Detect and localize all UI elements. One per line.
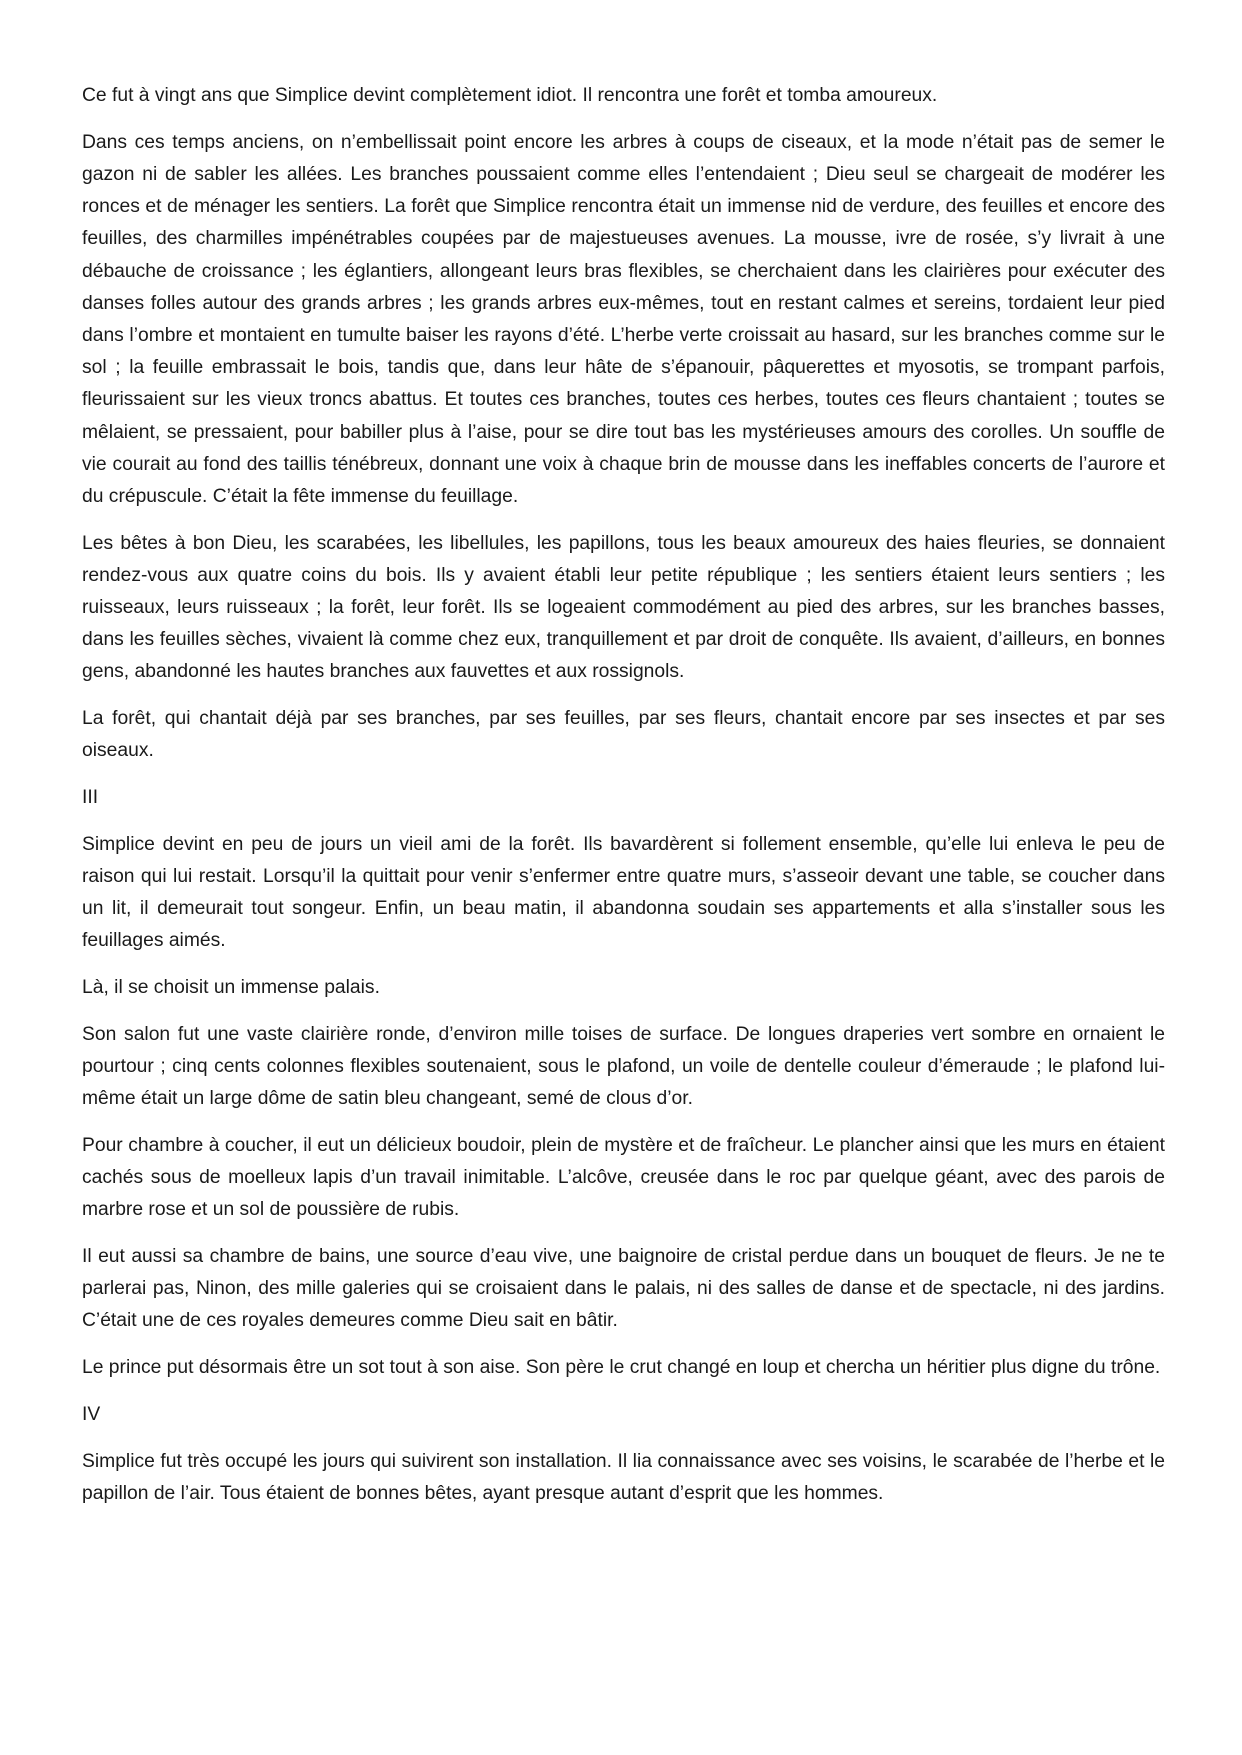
paragraph-5: Simplice devint en peu de jours un vieil ami de la forêt. Ils bavardèrent si follement ensemble, qu’elle lui enleva le peu de raison qui lui restait. Lorsqu’il la quittait pour venir s’enfermer entre quatre murs, s’asseoir devant une table, se coucher dans un lit, il demeurait tout songeur. Enfin, un beau matin, il abandonna soudain ses appartements et alla s’installer sous les feuillages aimés. (82, 833, 1165, 952)
paragraph-7: Son salon fut une vaste clairière ronde, d’environ mille toises de surface. De longues draperies vert sombre en ornaient le pourtour ; cinq cents colonnes flexibles soutenaient, sous le plafond, un voile de dentelle couleur d’émeraude ; le plafond lui-même était un large dôme de satin bleu changeant, semé de clous d’or. (82, 1023, 1165, 1110)
paragraph-3: Les bêtes à bon Dieu, les scarabées, les libellules, les papillons, tous les beaux amoureux des haies fleuries, se donnaient rendez-vous aux quatre coins du bois. Ils y avaient établi leur petite république ; les sentiers étaient leurs sentiers ; les ruisseaux, leurs ruisseaux ; la forêt, leur forêt. Ils se logeaient commodément au pied des arbres, sur les branches basses, dans les feuilles sèches, vivaient là comme chez eux, tranquillement et par droit de conquête. Ils avaient, d’ailleurs, en bonnes gens, abandonné les hautes branches aux fauvettes et aux rossignols. (82, 532, 1165, 683)
paragraph-9: Il eut aussi sa chambre de bains, une source d’eau vive, une baignoire de cristal perdue dans un bouquet de fleurs. Je ne te parlerai pas, Ninon, des mille galeries qui se croisaient dans le palais, ni des salles de danse et de spectacle, ni des jardins. C’était une de ces royales demeures comme Dieu sait en bâtir. (82, 1246, 1165, 1332)
paragraph-8: Pour chambre à coucher, il eut un délicieux boudoir, plein de mystère et de fraîcheur. Le plancher ainsi que les murs en étaient cachés sous de moelleux lapis d’un travail inimitable. L’alcôve, creusée dans le roc par quelque géant, avec des parois de marbre rose et un sol de poussière de rubis. (82, 1134, 1165, 1221)
chapter-heading-iii: III (82, 787, 99, 809)
paragraph-10: Le prince put désormais être un sot tout à son aise. Son père le crut changé en loup et chercha un héritier plus digne du trône. (82, 1357, 1161, 1379)
paragraph-4: La forêt, qui chantait déjà par ses branches, par ses feuilles, par ses fleurs, chantait encore par ses insectes et par ses oiseaux. (82, 708, 1165, 762)
paragraph-11: Simplice fut très occupé les jours qui suivirent son installation. Il lia connaissance avec ses voisins, le scarabée de l’herbe et le papillon de l’air. Tous étaient de bonnes bêtes, ayant presque autant d’esprit que les hommes. (82, 1450, 1165, 1504)
chapter-heading-iv: IV (82, 1403, 101, 1425)
paragraph-6: Là, il se choisit un immense palais. (82, 977, 380, 999)
paragraph-1: Ce fut à vingt ans que Simplice devint complètement idiot. Il rencontra une forêt et tomba amoureux. (82, 85, 938, 106)
paragraph-2: Dans ces temps anciens, on n’embellissait point encore les arbres à coups de ciseaux, et la mode n’était pas de semer le gazon ni de sabler les allées. Les branches poussaient comme elles l’entendaient ; Dieu seul se chargeait de modérer les ronces et de ménager les sentiers. La forêt que Simplice rencontra était un immense nid de verdure, des feuilles et encore des feuilles, des charmilles impénétrables coupées par de majestueuses avenues. La mousse, ivre de rosée, s’y livrait à une débauche de croissance ; les églantiers, allongeant leurs bras flexibles, se cherchaient dans les clairières pour exécuter des danses folles autour des grands arbres ; les grands arbres eux-mêmes, tout en restant calmes et sereins, tordaient leur pied dans l’ombre et montaient en tumulte baiser les rayons d’été. L’herbe verte croissait au hasard, sur les branches comme sur le sol ; la feuille embrassait le bois, tandis que, dans leur hâte de s’épanouir, pâquerettes et myosotis, se trompant parfois, fleurissaient sur les vieux troncs abattus. Et toutes ces branches, toutes ces herbes, toutes ces fleurs chantaient ; toutes se mêlaient, se pressaient, pour babiller plus à l’aise, pour se dire tout bas les mystérieuses amours des corolles. Un souffle de vie courait au fond des taillis ténébreux, donnant une voix à chaque brin de mousse dans les ineffables concerts de l’aurore et du crépuscule. C’était la fête immense du feuillage. (82, 131, 1165, 507)
document-page (82, 80, 1165, 1524)
